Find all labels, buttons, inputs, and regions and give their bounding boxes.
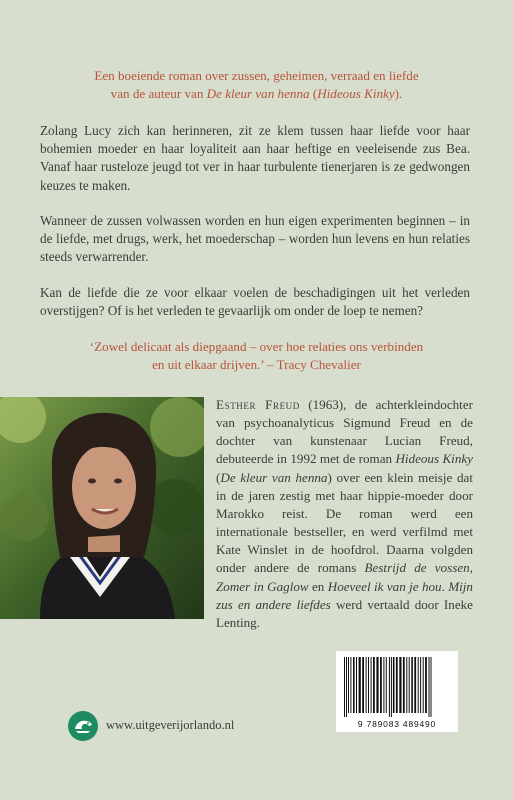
- isbn-barcode: [336, 651, 458, 732]
- author-name: Esther Freud: [216, 397, 300, 412]
- tagline-title-dutch: De kleur van henna: [206, 86, 310, 101]
- tagline: [40, 67, 473, 103]
- author-photo: [0, 397, 204, 619]
- bio-text-5: en: [308, 578, 328, 594]
- blurb-paragraph-1: Zolang Lucy zich kan herinneren, zit ze klem tussen haar liefde voor haar bohemien moeder en haar loyaliteit aan haar heftige en veeleisende zus Bea. Vanaf haar rusteloze jeugd tot ver in haar turbulente tienerjaren is ze gedwongen keuzes te maken.: [40, 123, 470, 193]
- tagline-line1: Een boeiende roman over zussen, geheimen, verraad en liefde: [94, 68, 419, 83]
- bio-title-kleur-van-henna: De kleur van henna: [220, 469, 328, 485]
- tagline-line2-a: van de auteur van: [110, 86, 207, 101]
- quote-line2: en uit elkaar drijven.’ – Tracy Chevalier: [152, 357, 361, 372]
- tagline-title-english: Hideous Kinky: [317, 86, 395, 101]
- bio-text-1: (1963), de achterkleindochter van psychoanalyticus Sigmund Freud en de dochter van kunstenaar Lucian Freud, debuteerde in 1992 met de roman: [216, 397, 473, 467]
- bio-title-hideous-kinky: Hideous Kinky: [395, 451, 473, 467]
- bio-title-zomer-in-gaglow: Zomer in Gaglow: [216, 578, 309, 594]
- bio-text-7: werd vertaald door Ineke Lenting.: [216, 596, 473, 630]
- bio-text-3: ) over een klein meisje dat in de jaren zestig met haar hippie-moeder door Marokko reist. De roman werd een internationale bestseller, en werd verfilmd met Kate Winslet in de hoofdrol. Daarna volgden onder andere de romans: [216, 469, 473, 576]
- review-quote: [40, 338, 473, 374]
- barcode-bars: [336, 651, 458, 719]
- tagline-line2-c: ).: [394, 86, 403, 101]
- bio-text-2: (: [216, 469, 221, 485]
- author-bio: [216, 396, 473, 632]
- blurb-paragraph-2: Wanneer de zussen volwassen worden en hun eigen experimenten beginnen – in de liefde, met drugs, werk, het moederschap – worden hun levens en hun relaties steeds verwarrender.: [40, 213, 470, 265]
- publisher-website: www.uitgeverijorlando.nl: [106, 718, 235, 732]
- bio-title-hoeveel-ik-van-je-hou: Hoeveel ik van je hou: [327, 578, 442, 594]
- bio-title-mijn-zus: Mijn zus en andere liefdes: [216, 578, 473, 612]
- quote-line1: ‘Zowel delicaat als diepgaand – over hoe relaties ons verbinden: [89, 339, 424, 354]
- bio-text-6: .: [441, 578, 449, 594]
- bird-logo-icon: [68, 711, 98, 741]
- tagline-line2-b: (: [309, 86, 318, 101]
- isbn-number: 9 789083 489490: [357, 719, 437, 729]
- blurb-paragraph-3: Kan de liefde die ze voor elkaar voelen de beschadigingen uit het verleden overstijgen? Of is het verleden te gevaarlijk om onder de loep te nemen?: [40, 285, 470, 319]
- bio-text-4: ,: [469, 560, 473, 576]
- bio-title-bestrijd-de-vossen: Bestrijd de vossen: [364, 560, 470, 576]
